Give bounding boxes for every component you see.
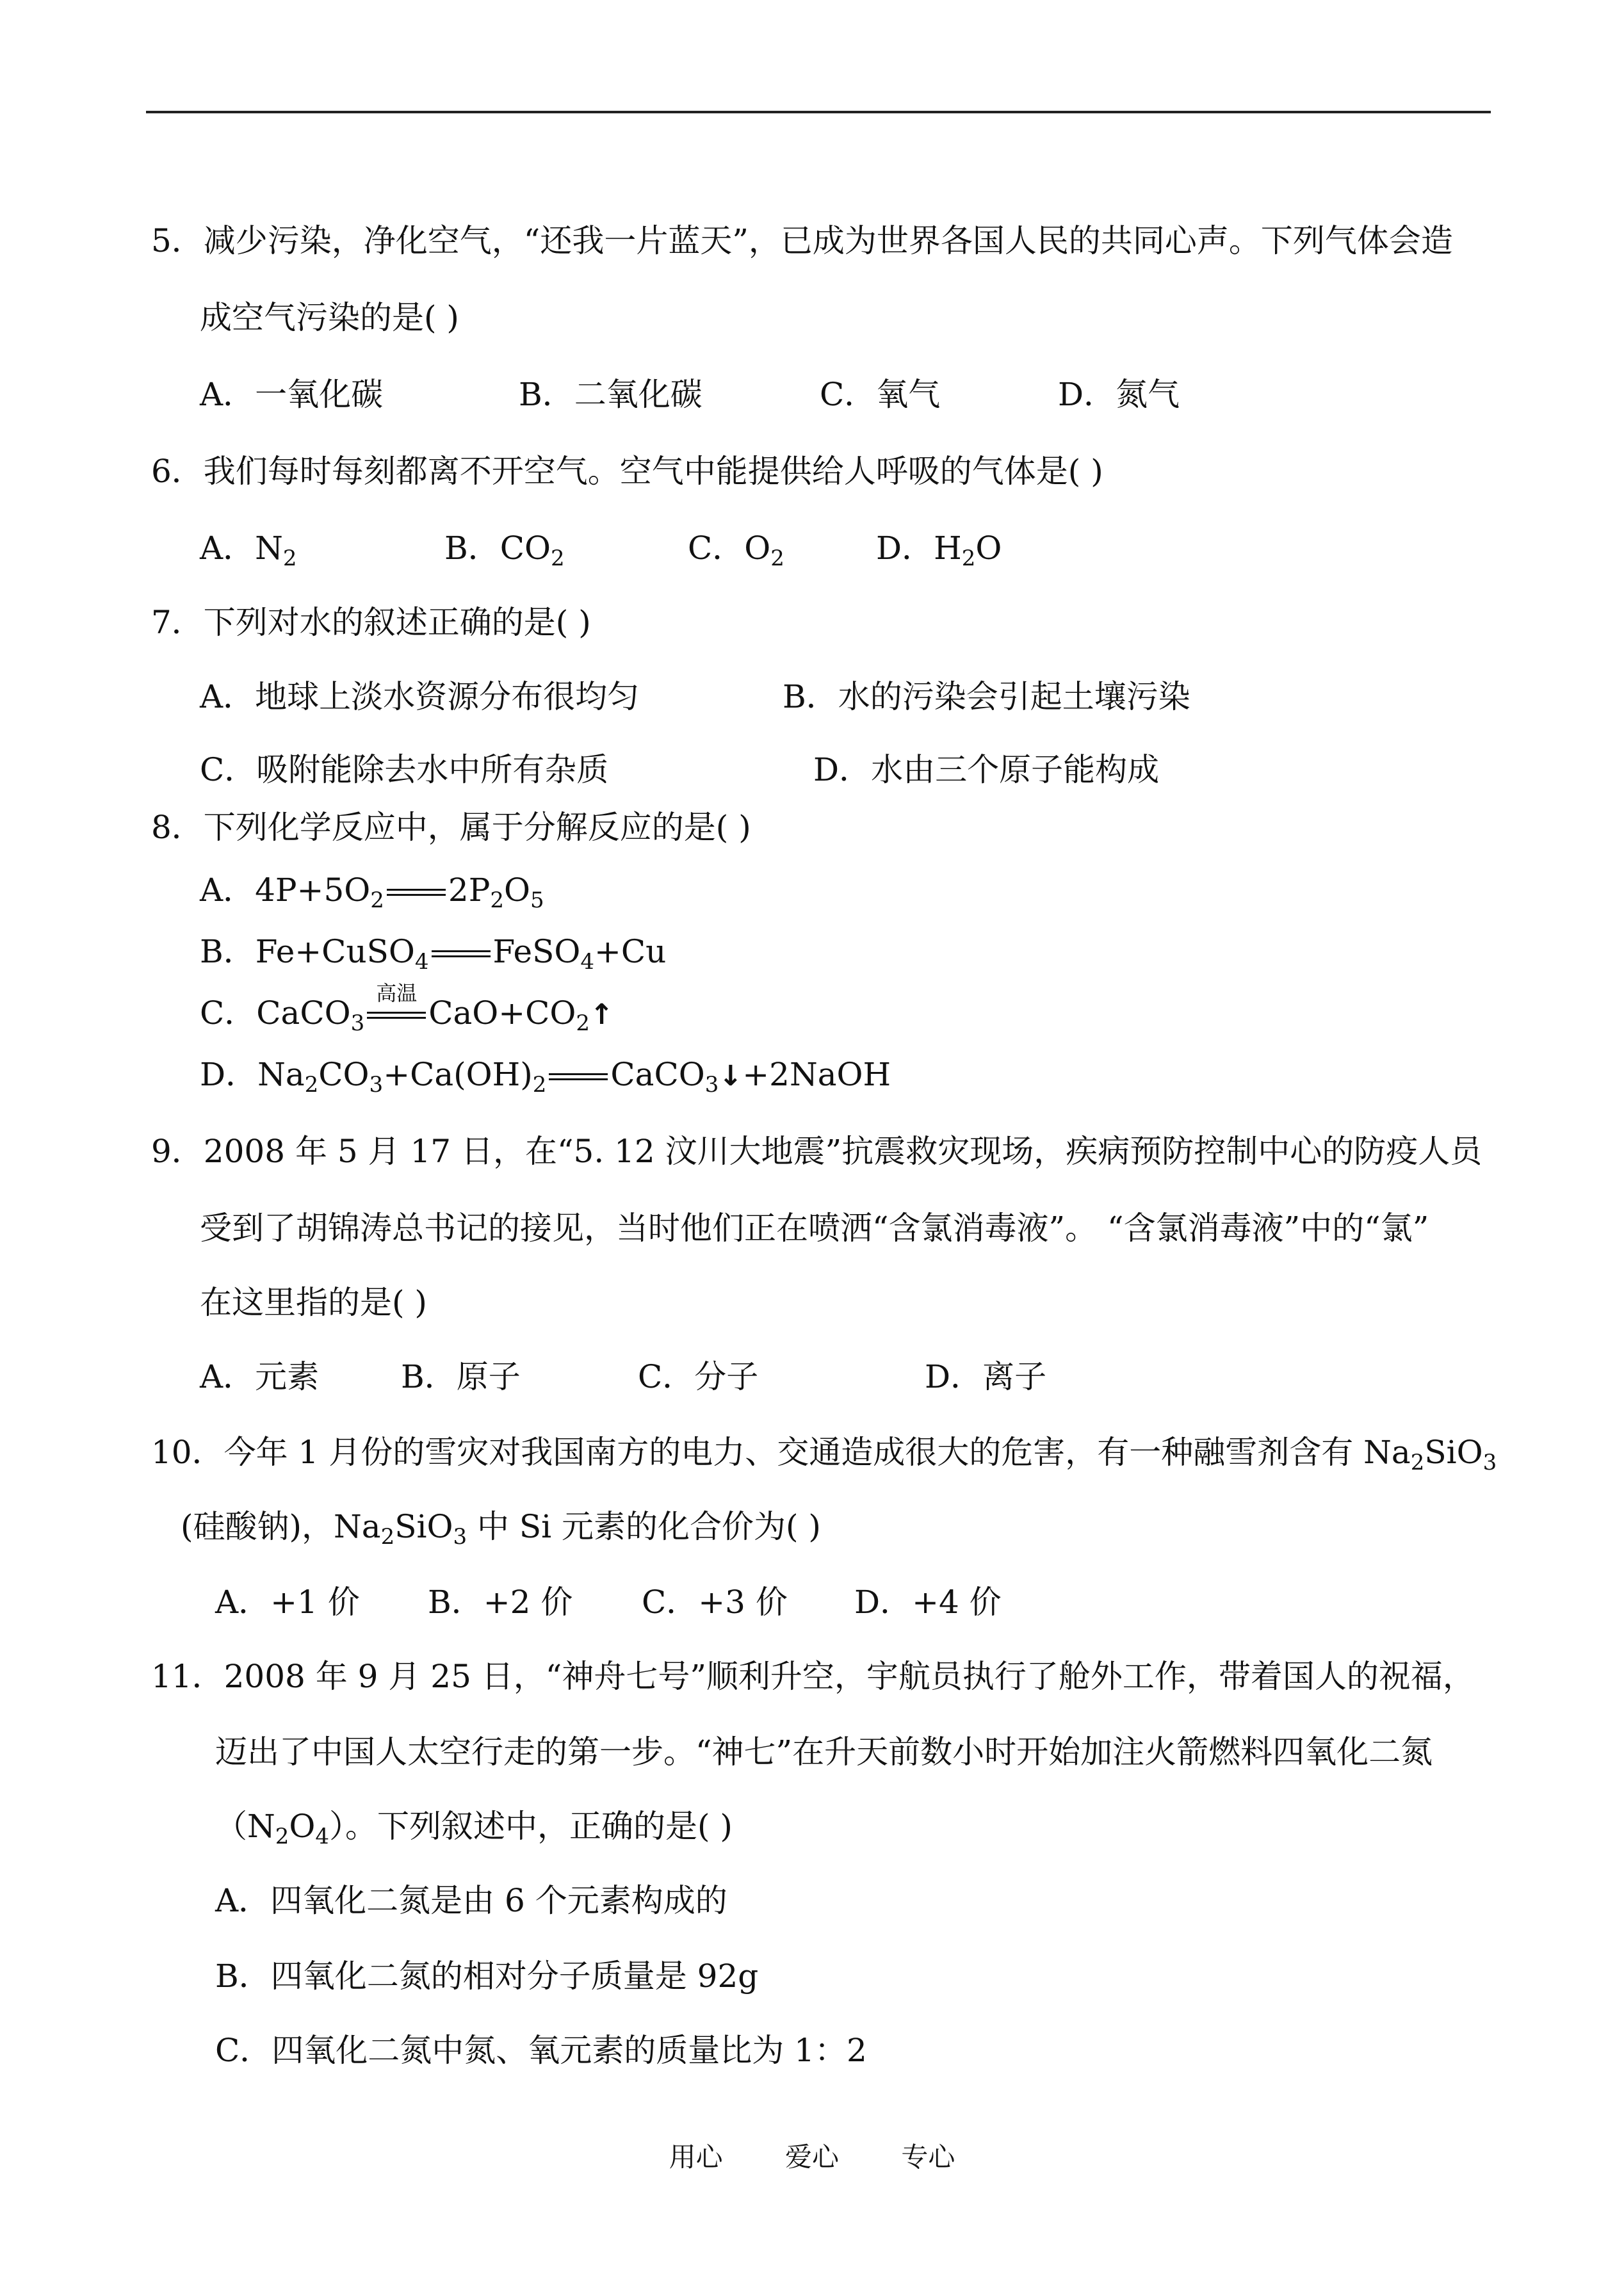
question-11-stem-line-3: $(N_2O_4)$。下列叙述中，正确的是( )	[215, 1808, 733, 1849]
question-8-option-c: C．CaCO$_3$ 高温 $CaO+CO_2↑$	[200, 981, 613, 1036]
question-11-option-b: B．四氧化二氮的相对分子质量是 92g	[215, 1958, 759, 1995]
footer-item-3: 专心	[901, 2141, 955, 2173]
footer-item-1: 用心	[669, 2141, 723, 2173]
question-5-option-c: C．氧气	[820, 376, 941, 413]
question-5-option-b: B．二氧化碳	[519, 376, 702, 413]
footer-item-2: 爱心	[784, 2141, 839, 2173]
question-11-option-c: C．四氧化二氮中氮、氧元素的质量比为 1：2	[215, 2032, 867, 2069]
question-5-option-a: A．一氧化碳	[200, 376, 384, 413]
question-5-stem-line-1: 5．减少污染，净化空气，“还我一片蓝天”，已成为世界各国人民的共同心声。下列气体会造	[151, 222, 1453, 259]
question-9-stem-line-3: 在这里指的是( )	[200, 1284, 427, 1321]
question-6-option-d: D．$H_2O$	[876, 530, 1002, 571]
question-11-stem-line-2: 迈出了中国人太空行走的第一步。“神七”在升天前数小时开始加注火箭燃料四氧化二氮	[215, 1733, 1433, 1771]
question-7-option-a: A．地球上淡水资源分布很均匀	[200, 678, 640, 715]
question-6-option-b: B．$CO_2$	[444, 530, 565, 571]
header-rule	[146, 111, 1491, 113]
question-10-option-c: C．+3 价	[642, 1584, 788, 1621]
equals-sign	[387, 887, 446, 898]
page-footer	[0, 2141, 1624, 2173]
question-11-option-a: A．四氧化二氮是由 6 个元素构成的	[215, 1882, 727, 1919]
gas-arrow-icon: ↑	[590, 998, 613, 1031]
question-10-stem-line-2: (硅酸钠)，$Na_2SiO_3$ 中 Si 元素的化合价为( )	[181, 1508, 821, 1550]
question-9-option-a: A．元素	[200, 1358, 320, 1395]
question-8-stem: 8．下列化学反应中，属于分解反应的是( )	[151, 809, 751, 846]
equals-sign	[432, 948, 491, 960]
question-6-option-c: C．$O_2$	[688, 530, 784, 571]
question-10-option-d: D．+4 价	[854, 1584, 1002, 1621]
equals-sign-with-condition	[367, 981, 426, 1021]
question-7-option-d: D．水由三个原子能构成	[813, 751, 1160, 788]
question-8-option-b: B．Fe+CuSO$_4$ FeSO$_4$+Cu	[200, 933, 667, 975]
question-7-option-c: C．吸附能除去水中所有杂质	[200, 751, 609, 788]
question-9-option-b: B．原子	[401, 1358, 521, 1395]
question-5-option-d: D．氮气	[1058, 376, 1180, 413]
question-9-option-c: C．分子	[638, 1358, 759, 1395]
question-10-option-b: B．+2 价	[428, 1584, 573, 1621]
question-8-option-a: A．$4P+5O_2$ $2P_2O_5$	[200, 872, 544, 913]
question-10-option-a: A．+1 价	[215, 1584, 360, 1621]
question-10-stem-line-1: 10．今年 1 月份的雪灾对我国南方的电力、交通造成很大的危害，有一种融雪剂含有 $Na_2SiO_3$	[151, 1434, 1497, 1475]
question-6-option-a: A．$N_2$	[200, 530, 297, 571]
question-5-stem-line-2: 成空气污染的是( )	[200, 299, 459, 336]
question-6-stem: 6．我们每时每刻都离不开空气。空气中能提供给人呼吸的气体是( )	[151, 453, 1103, 490]
precipitate-arrow-icon: ↓	[719, 1060, 743, 1092]
question-7-option-b: B．水的污染会引起土壤污染	[783, 678, 1190, 715]
question-11-stem-line-1: 11．2008 年 9 月 25 日，“神舟七号”顺利升空，宇航员执行了舱外工作，带着国人的祝福，	[151, 1658, 1475, 1695]
question-9-option-d: D．离子	[925, 1358, 1047, 1395]
question-7-stem: 7．下列对水的叙述正确的是( )	[151, 604, 591, 641]
question-8-option-d: D．$Na_2CO_3+Ca(OH)_2$ CaCO$_3$↓+2NaOH	[200, 1056, 891, 1098]
equals-sign	[549, 1071, 608, 1083]
question-9-stem-line-1: 9．2008 年 5 月 17 日，在“5. 12 汶川大地震”抗震救灾现场，疾病预防控制中心的防疫人员	[151, 1133, 1482, 1170]
reaction-condition: 高温	[376, 981, 418, 1005]
question-9-stem-line-2: 受到了胡锦涛总书记的接见，当时他们正在喷洒“含氯消毒液”。 “含氯消毒液”中的“氯”	[200, 1210, 1429, 1247]
